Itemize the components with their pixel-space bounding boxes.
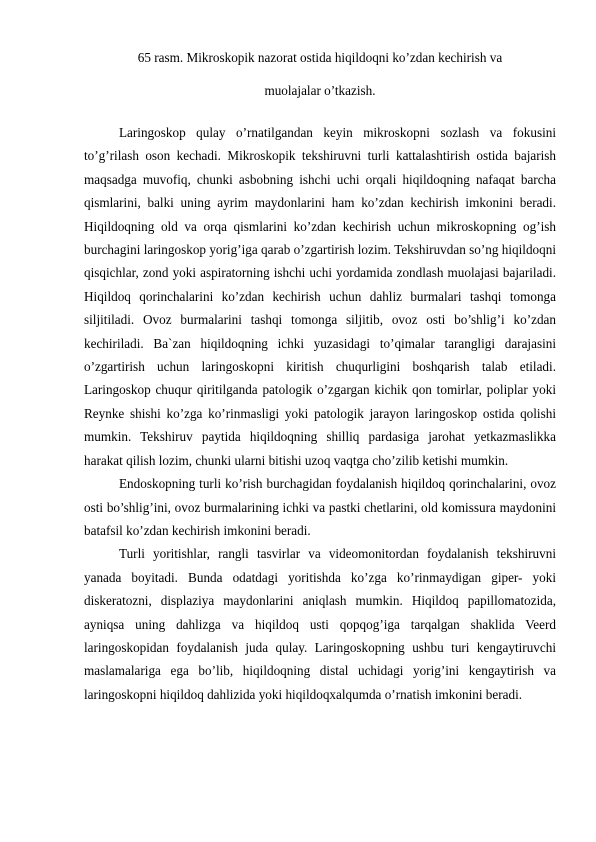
paragraph-3: Turli yoritishlar, rangli tasvirlar va videomonitordan foydalanish tekshiruvni yanada boyitadi. Bunda odatdagi yoritishda ko’zga ko’rinmaydigan giper- yoki diskeratozni, displaziya maydonlarini aniqlash mumkin. Hiqildoq papillomatozida, ayniqsa uning dahlizga va hiqildoq usti qopqog’iga tarqalgan shaklida Veerd laringoskopidan foydalanish juda qulay. Laringoskopning ushbu turi kengaytiruvchi maslamalariga ega bo’lib, hiqildoqning distal uchidagi yorig’ini kengaytirish va laringoskopni hiqildoq dahlizida yoki hiqildoqxalqumda o’rnatish imkonini beradi. (84, 546, 556, 702)
figure-caption-line-2: muolajalar o’tkazish. (264, 83, 376, 98)
body-text (84, 121, 556, 706)
paragraph-1: Laringoskop qulay o’rnatilgandan keyin mikroskopni sozlash va fokusini to’g’rilash oson kechadi. Mikroskopik tekshiruvni turli kattalashtirish ostida bajarish maqsadga muvofiq, chunki asbobning ishchi uchi orqali hiqildoqning nafaqat barcha qismlarini, balki uning ayrim maydonlarini ham ko’zdan kechirish imkonini beradi. Hiqildoqning old va orqa qismlarini ko’zdan kechirish uchun mikroskopning og’ish burchagini laringoskop yorig’iga qarab o’zgartirish lozim. Tekshiruvdan so’ng hiqildoqni qisqichlar, zond yoki aspiratorning ishchi uchi yordamida zondlash muolajasi bajariladi. Hiqildoq qorinchalarini ko’zdan kechirish uchun dahliz burmalari tashqi tomonga siljitiladi. Ovoz burmalarini tashqi tomonga siljitib, ovoz osti bo’shlig’i ko’zdan kechiriladi. Ba`zan hiqildoqning ichki yuzasidagi to’qimalar tarangligi darajasini o’zgartirish uchun laringoskopni kiritish chuqurligini boshqarish talab etiladi. Laringoskop chuqur qiritilganda patologik o’zgargan kichik qon tomirlar, poliplar yoki Reynke shishi ko’zga ko’rinmasligi yoki patologik jarayon laringoskop ostida qolishi mumkin. Tekshiruv paytida hiqildoqning shilliq pardasiga jarohat yetkazmaslikka harakat qilish lozim, chunki ularni bitishi uzoq vaqtga cho’zilib ketishi mumkin. (84, 125, 556, 468)
figure-caption-line-1: 65 rasm. Mikroskopik nazorat ostida hiqildoqni ko’zdan kechirish va (137, 50, 503, 65)
paragraph-2: Endoskopning turli ko’rish burchagidan foydalanish hiqildoq qorinchalarini, ovoz osti bo’shlig’ini, ovoz burmalarining ichki va pastki chetlarini, old komissura maydonini batafsil ko’zdan kechirish imkonini beradi. (84, 476, 556, 538)
